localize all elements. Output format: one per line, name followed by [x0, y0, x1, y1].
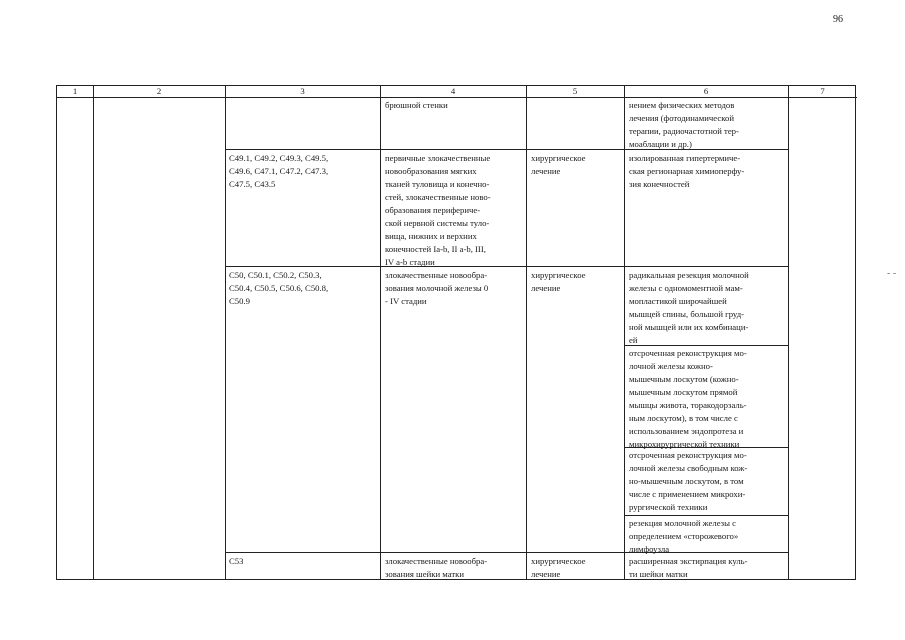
column-header: 2 — [156, 86, 162, 96]
treatment-cell: хирургическое лечение — [531, 270, 586, 293]
diagnosis-cell: злокачественные новообра- зования шейки матки — [385, 556, 488, 579]
method-divider — [624, 515, 788, 516]
column-divider — [93, 86, 94, 579]
column-divider — [624, 86, 625, 579]
column-divider — [380, 86, 381, 579]
treatment-cell: хирургическое лечение — [531, 153, 586, 176]
column-header: 3 — [300, 86, 305, 96]
diagnosis-cell: злокачественные новообра- зования молочной железы 0 - IV стадии — [385, 270, 489, 306]
code-cell: C50, C50.1, C50.2, C50.3, C50.4, C50.5, C50.6, C50.8, C50.9 — [229, 270, 329, 306]
diagnosis-cell: первичные злокачественные новообразования мягких тканей туловища и конечно- стей, злокачественные ново- образования перифериче- ской нервной системы туло- вища, нижних и верхних конечностей Ia-b, II a-b, III, IV a-b стадии — [385, 153, 491, 267]
diagnosis-cell: брюшной стенки — [385, 100, 448, 110]
row-divider — [225, 266, 788, 267]
column-header: 6 — [703, 86, 709, 96]
treatment-cell: хирургическое лечение — [531, 556, 586, 579]
column-divider — [788, 86, 789, 579]
method-cell: изолированная гипертермиче- ская регионарная химиоперфу- зия конечностей — [629, 153, 745, 189]
treatment-table — [56, 85, 856, 580]
method-cell: расширенная экстирпация куль- ти шейки матки — [629, 556, 748, 579]
method-cell: нением физических методов лечения (фотодинамической терапии, радиочастотной тер- моаблации и др.) — [629, 100, 739, 149]
method-cell: радикальная резекция молочной железы с одномоментной мам- мопластикой широчайшей мышцей спины, большой груд- ной мышцей или их комбинаци- ей — [629, 270, 749, 345]
margin-mark: - - — [887, 268, 897, 279]
column-divider — [225, 86, 226, 579]
page-number: 96 — [833, 14, 843, 25]
code-cell: C53 — [229, 556, 244, 566]
column-header: 7 — [820, 86, 825, 96]
method-cell: резекция молочной железы с определением «сторожевого» лимфоузла — [629, 518, 739, 554]
method-cell: отсроченная реконструкция мо- лочной железы свободным кож- но-мышечным лоскутом, в том числе с применением микрохи- рургической техники — [629, 450, 748, 512]
method-cell: отсроченная реконструкция мо- лочной железы кожно- мышечным лоскутом (кожно- мышечным лоскутом прямой мышцы живота, торакодорзаль- ным лоскутом), в том числе с использованием эндопротеза и микрохирургической техники — [629, 348, 747, 449]
column-header: 5 — [572, 86, 578, 96]
header-divider — [57, 97, 857, 98]
column-header: 1 — [72, 86, 78, 96]
column-header: 4 — [450, 86, 456, 96]
column-divider — [526, 86, 527, 579]
code-cell: C49.1, C49.2, C49.3, C49.5, C49.6, C47.1, C47.2, C47.3, C47.5, C43.5 — [229, 153, 329, 189]
